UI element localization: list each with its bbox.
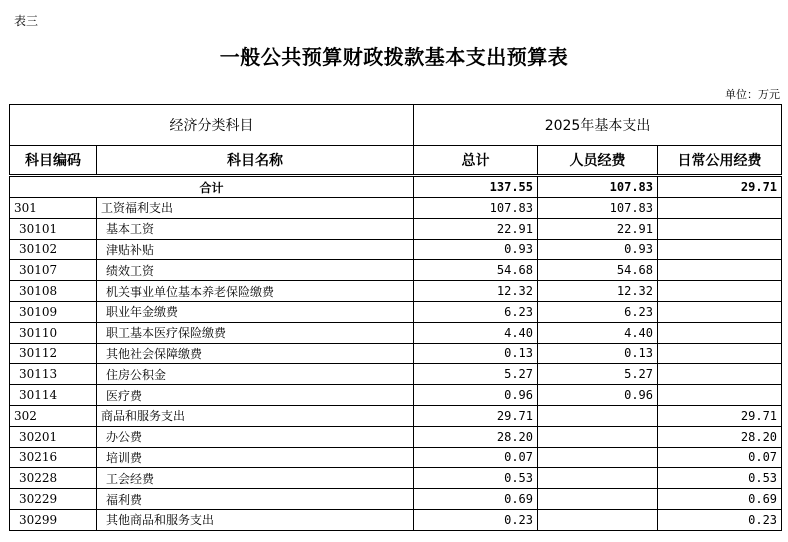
cell-public xyxy=(658,364,782,385)
cell-personnel xyxy=(538,468,658,489)
cell-personnel: 4.40 xyxy=(538,322,658,343)
cell-total: 22.91 xyxy=(414,218,538,239)
cell-personnel: 12.32 xyxy=(538,281,658,302)
cell-total: 6.23 xyxy=(414,301,538,322)
cell-total: 29.71 xyxy=(414,405,538,426)
header-total: 总计 xyxy=(414,146,538,176)
table-label: 表三 xyxy=(14,14,39,28)
cell-personnel: 5.27 xyxy=(538,364,658,385)
unit-note: 单位：万元 xyxy=(725,88,780,101)
cell-personnel: 0.96 xyxy=(538,385,658,406)
cell-public: 0.69 xyxy=(658,489,782,510)
cell-public: 29.71 xyxy=(658,405,782,426)
table-row xyxy=(10,447,782,468)
table-row xyxy=(10,426,782,447)
cell-name: 工资福利支出 xyxy=(97,198,414,219)
cell-public: 0.23 xyxy=(658,509,782,530)
total-personnel: 107.83 xyxy=(538,176,658,198)
header-name: 科目名称 xyxy=(97,146,414,176)
cell-code: 30110 xyxy=(10,322,97,343)
cell-name: 办公费 xyxy=(97,426,414,447)
cell-total: 54.68 xyxy=(414,260,538,281)
cell-name: 津贴补贴 xyxy=(97,239,414,260)
table-row xyxy=(10,343,782,364)
budget-table xyxy=(9,104,782,531)
cell-public xyxy=(658,239,782,260)
table-row xyxy=(10,218,782,239)
cell-personnel: 0.13 xyxy=(538,343,658,364)
cell-code: 30299 xyxy=(10,509,97,530)
cell-code: 30101 xyxy=(10,218,97,239)
header-basic-expenditure: 2025年基本支出 xyxy=(414,105,782,146)
cell-code: 30107 xyxy=(10,260,97,281)
cell-code: 30229 xyxy=(10,489,97,510)
cell-personnel xyxy=(538,426,658,447)
cell-personnel xyxy=(538,405,658,426)
total-label: 合计 xyxy=(10,176,414,198)
header-public: 日常公用经费 xyxy=(658,146,782,176)
cell-code: 30201 xyxy=(10,426,97,447)
cell-public: 28.20 xyxy=(658,426,782,447)
table-row xyxy=(10,260,782,281)
cell-public xyxy=(658,343,782,364)
cell-name: 绩效工资 xyxy=(97,260,414,281)
cell-code: 301 xyxy=(10,198,97,219)
header-personnel: 人员经费 xyxy=(538,146,658,176)
cell-code: 30108 xyxy=(10,281,97,302)
table-row xyxy=(10,322,782,343)
total-row xyxy=(10,176,782,198)
cell-total: 28.20 xyxy=(414,426,538,447)
cell-public xyxy=(658,385,782,406)
cell-total: 12.32 xyxy=(414,281,538,302)
cell-code: 30109 xyxy=(10,301,97,322)
cell-name: 机关事业单位基本养老保险缴费 xyxy=(97,281,414,302)
table-row xyxy=(10,405,782,426)
cell-personnel: 6.23 xyxy=(538,301,658,322)
cell-total: 0.53 xyxy=(414,468,538,489)
cell-personnel xyxy=(538,509,658,530)
cell-public xyxy=(658,281,782,302)
cell-code: 30228 xyxy=(10,468,97,489)
cell-total: 0.13 xyxy=(414,343,538,364)
total-total: 137.55 xyxy=(414,176,538,198)
cell-public: 0.53 xyxy=(658,468,782,489)
cell-name: 培训费 xyxy=(97,447,414,468)
cell-total: 0.96 xyxy=(414,385,538,406)
cell-name: 职工基本医疗保险缴费 xyxy=(97,322,414,343)
cell-code: 302 xyxy=(10,405,97,426)
cell-name: 医疗费 xyxy=(97,385,414,406)
table-row xyxy=(10,198,782,219)
header-row-group xyxy=(10,105,782,146)
cell-name: 职业年金缴费 xyxy=(97,301,414,322)
table-row xyxy=(10,509,782,530)
table-row xyxy=(10,301,782,322)
header-economic-category: 经济分类科目 xyxy=(10,105,414,146)
cell-public xyxy=(658,218,782,239)
table-row xyxy=(10,489,782,510)
table-row xyxy=(10,239,782,260)
cell-total: 0.69 xyxy=(414,489,538,510)
cell-personnel: 0.93 xyxy=(538,239,658,260)
cell-name: 福利费 xyxy=(97,489,414,510)
cell-total: 5.27 xyxy=(414,364,538,385)
cell-name: 其他社会保障缴费 xyxy=(97,343,414,364)
table-row xyxy=(10,281,782,302)
cell-total: 0.07 xyxy=(414,447,538,468)
cell-code: 30113 xyxy=(10,364,97,385)
cell-name: 商品和服务支出 xyxy=(97,405,414,426)
cell-name: 住房公积金 xyxy=(97,364,414,385)
cell-public: 0.07 xyxy=(658,447,782,468)
cell-code: 30216 xyxy=(10,447,97,468)
table-row xyxy=(10,468,782,489)
cell-personnel xyxy=(538,447,658,468)
cell-public xyxy=(658,198,782,219)
cell-total: 0.93 xyxy=(414,239,538,260)
cell-public xyxy=(658,260,782,281)
cell-total: 4.40 xyxy=(414,322,538,343)
table-row xyxy=(10,364,782,385)
cell-name: 其他商品和服务支出 xyxy=(97,509,414,530)
cell-public xyxy=(658,301,782,322)
cell-name: 基本工资 xyxy=(97,218,414,239)
cell-total: 107.83 xyxy=(414,198,538,219)
total-public: 29.71 xyxy=(658,176,782,198)
header-code: 科目编码 xyxy=(10,146,97,176)
header-row-columns xyxy=(10,146,782,176)
cell-personnel: 54.68 xyxy=(538,260,658,281)
cell-public xyxy=(658,322,782,343)
cell-personnel: 107.83 xyxy=(538,198,658,219)
cell-name: 工会经费 xyxy=(97,468,414,489)
page-title: 一般公共预算财政拨款基本支出预算表 xyxy=(219,45,569,69)
cell-code: 30112 xyxy=(10,343,97,364)
table-row xyxy=(10,385,782,406)
cell-code: 30102 xyxy=(10,239,97,260)
cell-personnel xyxy=(538,489,658,510)
cell-total: 0.23 xyxy=(414,509,538,530)
cell-code: 30114 xyxy=(10,385,97,406)
cell-personnel: 22.91 xyxy=(538,218,658,239)
